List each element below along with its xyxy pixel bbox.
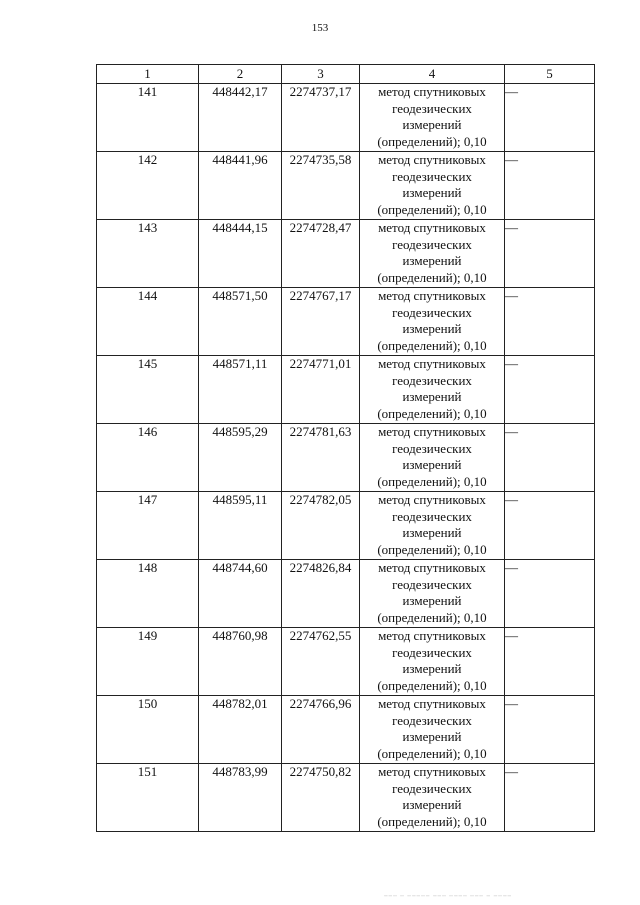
table-row [97,560,595,628]
x-coordinate-cell: 448444,15 [199,220,282,288]
x-coordinate-cell: 448441,96 [199,152,282,220]
method-text-line: измерений [402,185,462,200]
method-text-line: измерений [402,117,462,132]
coordinates-table [96,64,595,832]
header-col-3: 3 [282,65,360,84]
method-text-line: метод спутниковых [378,560,486,575]
method-cell [360,696,505,764]
point-number-cell: 145 [97,356,199,424]
method-text-line: метод спутниковых [378,356,486,371]
method-cell [360,356,505,424]
method-text-line: геодезических [392,100,472,116]
method-text-line: метод спутниковых [378,628,486,643]
method-text-line: геодезических [392,372,472,388]
method-text-line: геодезических [392,576,472,592]
method-text-line: (определений); 0,10 [377,405,487,421]
table-row [97,764,595,832]
note-cell: — [505,764,595,832]
note-cell: — [505,560,595,628]
y-coordinate-cell: 2274735,58 [282,152,360,220]
x-coordinate-cell: 448571,11 [199,356,282,424]
method-text-line: метод спутниковых [378,288,486,303]
method-cell [360,84,505,152]
method-text-line: измерений [402,457,462,472]
method-text-line: геодезических [392,168,472,184]
y-coordinate-cell: 2274771,01 [282,356,360,424]
method-text-line: метод спутниковых [378,424,486,439]
x-coordinate-cell: 448571,50 [199,288,282,356]
method-cell [360,764,505,832]
x-coordinate-cell: 448595,11 [199,492,282,560]
header-col-4: 4 [360,65,505,84]
method-cell [360,492,505,560]
x-coordinate-cell: 448783,99 [199,764,282,832]
note-cell: — [505,152,595,220]
method-text-line: геодезических [392,236,472,252]
x-coordinate-cell: 448744,60 [199,560,282,628]
y-coordinate-cell: 2274782,05 [282,492,360,560]
method-text-line: (определений); 0,10 [377,745,487,761]
table-row [97,696,595,764]
method-text-line: метод спутниковых [378,696,486,711]
method-cell [360,220,505,288]
header-col-2: 2 [199,65,282,84]
x-coordinate-cell: 448442,17 [199,84,282,152]
note-cell: — [505,288,595,356]
method-cell [360,560,505,628]
table-row [97,152,595,220]
method-text-line: измерений [402,797,462,812]
y-coordinate-cell: 2274750,82 [282,764,360,832]
point-number-cell: 150 [97,696,199,764]
method-text-line: метод спутниковых [378,492,486,507]
point-number-cell: 147 [97,492,199,560]
table-row [97,424,595,492]
table-header-row [97,65,595,84]
method-text-line: (определений); 0,10 [377,473,487,489]
method-text-line: (определений); 0,10 [377,269,487,285]
y-coordinate-cell: 2274762,55 [282,628,360,696]
method-text-line: геодезических [392,440,472,456]
x-coordinate-cell: 448782,01 [199,696,282,764]
method-text-line: метод спутниковых [378,220,486,235]
point-number-cell: 149 [97,628,199,696]
point-number-cell: 143 [97,220,199,288]
point-number-cell: 142 [97,152,199,220]
x-coordinate-cell: 448760,98 [199,628,282,696]
method-text-line: измерений [402,321,462,336]
note-cell: — [505,424,595,492]
method-text-line: (определений); 0,10 [377,201,487,217]
note-cell: — [505,84,595,152]
y-coordinate-cell: 2274781,63 [282,424,360,492]
method-text-line: измерений [402,389,462,404]
method-cell [360,288,505,356]
method-text-line: измерений [402,525,462,540]
method-text-line: геодезических [392,304,472,320]
header-col-1: 1 [97,65,199,84]
method-text-line: измерений [402,661,462,676]
method-text-line: (определений); 0,10 [377,609,487,625]
scan-artifact-marks: ┈┈┈ ┈ ┈┈┈┈┈ ┈┈┈ ┈┈┈┈ ┈┈┈ ┈ ┈┈┈┈ [384,894,513,899]
y-coordinate-cell: 2274728,47 [282,220,360,288]
table-body [97,84,595,832]
method-text-line: геодезических [392,712,472,728]
method-text-line: метод спутниковых [378,764,486,779]
method-text-line: (определений); 0,10 [377,541,487,557]
note-cell: — [505,696,595,764]
table-row [97,356,595,424]
page-number: 153 [311,22,329,34]
y-coordinate-cell: 2274766,96 [282,696,360,764]
note-cell: — [505,492,595,560]
point-number-cell: 144 [97,288,199,356]
method-text-line: (определений); 0,10 [377,133,487,149]
method-text-line: геодезических [392,780,472,796]
table-row [97,220,595,288]
x-coordinate-cell: 448595,29 [199,424,282,492]
method-cell [360,628,505,696]
method-text-line: измерений [402,253,462,268]
note-cell: — [505,628,595,696]
point-number-cell: 148 [97,560,199,628]
method-text-line: метод спутниковых [378,84,486,99]
point-number-cell: 146 [97,424,199,492]
y-coordinate-cell: 2274737,17 [282,84,360,152]
table-row [97,628,595,696]
table-row [97,492,595,560]
note-cell: — [505,356,595,424]
y-coordinate-cell: 2274767,17 [282,288,360,356]
point-number-cell: 141 [97,84,199,152]
table-row [97,288,595,356]
method-text-line: геодезических [392,508,472,524]
method-text-line: метод спутниковых [378,152,486,167]
method-text-line: (определений); 0,10 [377,337,487,353]
header-col-5: 5 [505,65,595,84]
method-text-line: измерений [402,593,462,608]
y-coordinate-cell: 2274826,84 [282,560,360,628]
method-text-line: (определений); 0,10 [377,813,487,829]
note-cell: — [505,220,595,288]
method-text-line: геодезических [392,644,472,660]
method-cell [360,424,505,492]
point-number-cell: 151 [97,764,199,832]
method-text-line: измерений [402,729,462,744]
method-text-line: (определений); 0,10 [377,677,487,693]
table-row [97,84,595,152]
method-cell [360,152,505,220]
